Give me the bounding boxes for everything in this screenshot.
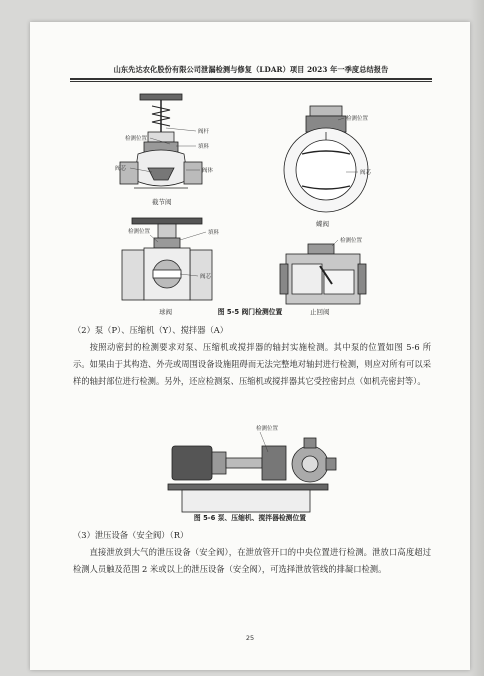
- figure-5-5-caption: 图 5-5 阀门检测位置: [217, 308, 283, 316]
- section-pump-heading: （2）泵（P）、压缩机（Y）、搅拌器（A）: [73, 325, 229, 335]
- label-detection-position-3: 检测位置: [128, 229, 151, 235]
- label-packing-2: 填料: [208, 230, 220, 236]
- label-valve-disc-2: 阀芯: [360, 170, 372, 176]
- figure-5-6-caption: 图 5-6 泵、压缩机、搅拌器检测位置: [193, 514, 307, 522]
- pump-drawing: [168, 438, 336, 512]
- label-valve-body-1: 阀体: [202, 168, 214, 174]
- label-valve-disc-3: 阀芯: [200, 274, 212, 280]
- label-detection-position-1: 检测位置: [125, 136, 148, 142]
- page-number: 25: [245, 634, 255, 642]
- valve-detection-figure: [110, 88, 400, 323]
- document-page: [30, 22, 470, 670]
- check-valve-drawing: [280, 244, 366, 304]
- section-relief-paragraph: 直接泄放到大气的泄压设备（安全阀），在泄放管开口的中央位置进行检测。泄放口高度超过检测人员触及范围 2 米或以上的泄压设备（安全阀），可选择泄放管线的排凝口检测。: [73, 547, 431, 575]
- label-detection-position-2: 检测位置: [346, 116, 369, 122]
- section-relief-heading: （3）泄压设备（安全阀）（R）: [73, 530, 189, 540]
- label-butterfly-valve: 蝶阀: [316, 220, 329, 228]
- report-header: 山东先达农化股份有限公司泄漏检测与修复（LDAR）项目 2023 年一季度总结报告: [113, 65, 389, 74]
- header-rule-thin: [70, 81, 432, 82]
- header-rule-thick: [70, 78, 432, 80]
- pump-detection-label: 检测位置: [256, 426, 279, 432]
- section-pump-paragraph: 按照动密封的检测要求对泵、压缩机或搅拌器的轴封实施检测。其中泵的位置如图 5-6 所示。如果由于其构造、外壳或周围设备设施阻碍而无法完整地对轴封进行检测，则应对所有可以采样的轴封部位进行检测。另外，还应检测泵、压缩机或搅拌器其它受控密封点（如机壳密封等）。: [73, 342, 431, 387]
- label-detection-position-4: 检测位置: [340, 238, 363, 244]
- label-check-valve: 止回阀: [310, 308, 330, 316]
- scan-edge-shadow: [470, 0, 484, 676]
- label-valve-stem-1: 阀杆: [198, 129, 210, 135]
- label-ball-valve: 球阀: [159, 308, 172, 316]
- label-packing-1: 填料: [198, 144, 210, 150]
- pump-detection-figure: [162, 410, 342, 528]
- label-valve-disc-1: 阀芯: [115, 166, 127, 172]
- label-globe-valve: 截节阀: [152, 198, 172, 206]
